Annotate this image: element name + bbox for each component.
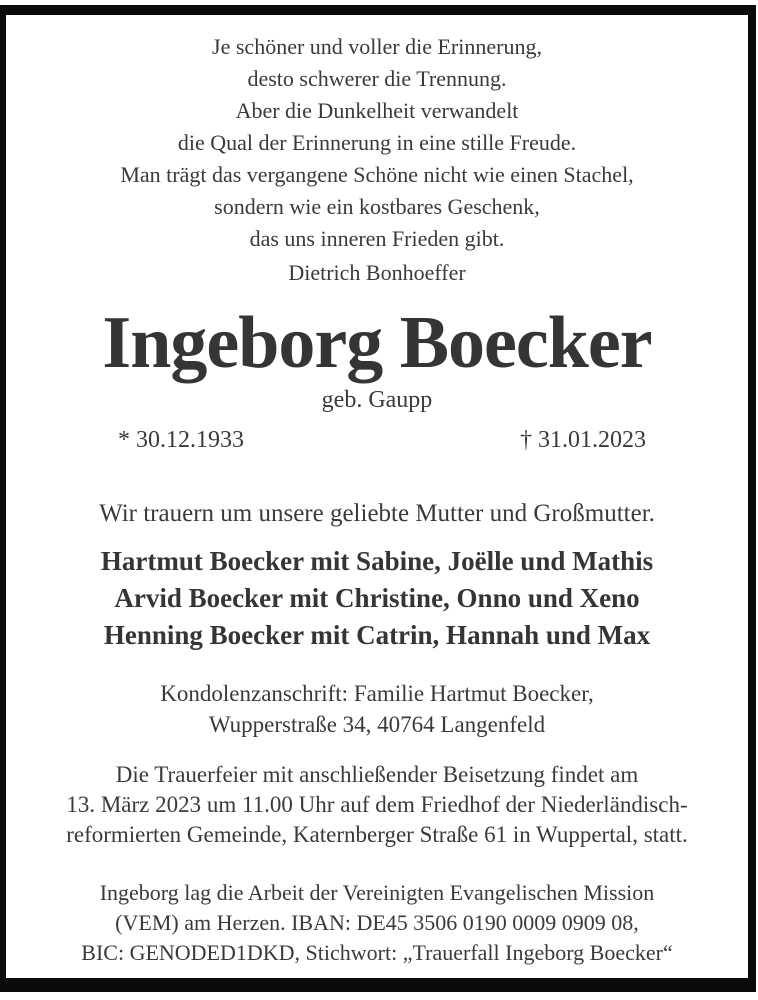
deceased-name: Ingeborg Boecker — [102, 302, 652, 384]
mourning-statement: Wir trauern um unsere geliebte Mutter und Großmutter. — [99, 500, 655, 527]
family-member-line: Arvid Boecker mit Christine, Onno und Xeno — [114, 583, 640, 613]
condolence-address-line: Kondolenzanschrift: Familie Hartmut Boecker, — [160, 681, 594, 706]
poem-attribution: Dietrich Bonhoeffer — [288, 260, 466, 285]
family-members — [6, 543, 748, 654]
poem-line: desto schwerer die Trennung. — [247, 66, 507, 91]
poem-line: die Qual der Erinnerung in eine stille Freude. — [177, 130, 577, 155]
condolence-address-line: Wupperstraße 34, 40764 Langenfeld — [208, 712, 546, 737]
life-dates — [6, 425, 748, 455]
poem-line: Man trägt das vergangene Schöne nicht wie einen Stachel, — [120, 162, 634, 187]
poem-line: Aber die Dunkelheit verwandelt — [235, 98, 519, 123]
memorial-poem — [6, 31, 748, 255]
donation-info-line: (VEM) am Herzen. IBAN: DE45 3506 0190 0009 0909 08, — [115, 910, 639, 935]
funeral-info-line: reformierten Gemeinde, Katernberger Straße 61 in Wuppertal, statt. — [66, 822, 688, 847]
poem-line: das uns inneren Frieden gibt. — [249, 226, 505, 251]
maiden-name: geb. Gaupp — [321, 387, 433, 413]
funeral-info-line: Die Trauerfeier mit anschließender Beisetzung findet am — [115, 762, 639, 787]
family-member-line: Hartmut Boecker mit Sabine, Joëlle und Mathis — [100, 546, 654, 576]
funeral-information — [6, 760, 748, 850]
funeral-info-line: 13. März 2023 um 11.00 Uhr auf dem Friedhof der Niederländisch- — [66, 792, 688, 817]
poem-line: Je schöner und voller die Erinnerung, — [212, 34, 542, 59]
donation-info-line: BIC: GENODED1DKD, Stichwort: „Trauerfall Ingeborg Boecker“ — [81, 940, 673, 965]
condolence-address — [6, 678, 748, 740]
family-member-line: Henning Boecker mit Catrin, Hannah und Max — [103, 620, 651, 650]
donation-information — [6, 878, 748, 968]
birth-date: * 30.12.1933 — [118, 427, 244, 453]
donation-info-line: Ingeborg lag die Arbeit der Vereinigten Evangelischen Mission — [99, 880, 655, 905]
death-date: † 31.01.2023 — [520, 427, 646, 453]
poem-line: sondern wie ein kostbares Geschenk, — [214, 194, 540, 219]
obituary-notice-sheet — [0, 5, 756, 992]
